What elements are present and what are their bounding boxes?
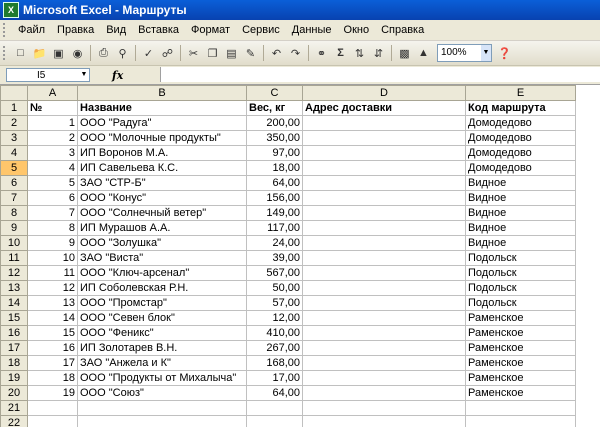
name-cell[interactable]: ЗАО "Виста"	[78, 251, 247, 266]
weight-cell[interactable]: 57,00	[247, 296, 303, 311]
weight-cell[interactable]: 350,00	[247, 131, 303, 146]
table-row	[1, 236, 576, 251]
name-box[interactable]	[6, 68, 90, 82]
table-row	[1, 221, 576, 236]
number-cell[interactable]: 16	[28, 341, 78, 356]
table-row	[1, 356, 576, 371]
column-header-c[interactable]: C	[247, 86, 303, 101]
name-cell[interactable]	[78, 416, 247, 427]
menu-file[interactable]: Файл	[18, 24, 46, 36]
row-header[interactable]: 8	[1, 206, 28, 221]
redo-icon[interactable]: ↷	[290, 47, 301, 60]
name-cell[interactable]: ЗАО "СТР-Б"	[78, 176, 247, 191]
weight-cell[interactable]: 156,00	[247, 191, 303, 206]
route-code-cell[interactable]: Видное	[466, 221, 576, 236]
zoom-value: 100%	[441, 47, 467, 58]
weight-cell[interactable]	[247, 416, 303, 427]
address-cell[interactable]	[303, 146, 466, 161]
address-cell[interactable]	[303, 176, 466, 191]
excel-icon: X	[3, 2, 19, 18]
row-header[interactable]: 13	[1, 281, 28, 296]
title-bar	[0, 0, 600, 20]
table-row	[1, 386, 576, 401]
menu-window[interactable]: Окно	[343, 24, 370, 36]
row-header[interactable]: 16	[1, 326, 28, 341]
number-cell[interactable]	[28, 416, 78, 427]
table-row	[1, 341, 576, 356]
table-header-row	[1, 101, 576, 116]
toolbar-grip-icon[interactable]	[3, 46, 8, 60]
chevron-down-icon[interactable]: ▼	[481, 45, 491, 61]
address-cell[interactable]	[303, 386, 466, 401]
research-icon[interactable]: ☍	[161, 47, 174, 60]
route-code-cell[interactable]: Раменское	[466, 356, 576, 371]
name-cell[interactable]: ООО "Севен блок"	[78, 311, 247, 326]
name-cell[interactable]: ИП Соболевская Р.Н.	[78, 281, 247, 296]
column-header-row	[1, 86, 576, 101]
weight-cell[interactable]: 200,00	[247, 116, 303, 131]
name-cell[interactable]: ООО "Промстар"	[78, 296, 247, 311]
name-cell[interactable]: ООО "Золушка"	[78, 236, 247, 251]
cell-reference: I5	[37, 70, 46, 81]
copy-icon[interactable]: ❐	[207, 47, 218, 60]
toolbar-separator	[135, 45, 136, 61]
column-header-b[interactable]: B	[78, 86, 247, 101]
name-cell[interactable]: ООО "Конус"	[78, 191, 247, 206]
worksheet-grid	[0, 85, 600, 427]
table-row	[1, 416, 576, 427]
menu-help[interactable]: Справка	[381, 24, 425, 36]
weight-cell[interactable]: 17,00	[247, 371, 303, 386]
route-code-cell[interactable]: Домодедово	[466, 131, 576, 146]
address-cell[interactable]	[303, 341, 466, 356]
weight-cell[interactable]: 117,00	[247, 221, 303, 236]
chevron-down-icon[interactable]: ▼	[80, 71, 88, 78]
address-cell[interactable]	[303, 236, 466, 251]
row-header[interactable]: 21	[1, 401, 28, 416]
address-cell[interactable]	[303, 191, 466, 206]
permission-icon[interactable]: ◉	[72, 47, 83, 60]
weight-cell[interactable]: 410,00	[247, 326, 303, 341]
row-header[interactable]: 6	[1, 176, 28, 191]
format-painter-icon[interactable]: ✎	[245, 47, 256, 60]
table-row	[1, 266, 576, 281]
new-icon[interactable]: □	[17, 47, 24, 59]
weight-cell[interactable]: 567,00	[247, 266, 303, 281]
menu-grip-icon[interactable]	[3, 23, 8, 37]
weight-cell[interactable]: 168,00	[247, 356, 303, 371]
header-address-cell[interactable]: Адрес доставки	[303, 101, 466, 116]
number-cell[interactable]: 13	[28, 296, 78, 311]
name-cell[interactable]: ИП Мурашов А.А.	[78, 221, 247, 236]
table-row	[1, 131, 576, 146]
table-row	[1, 401, 576, 416]
route-code-cell[interactable]: Домодедово	[466, 146, 576, 161]
route-code-cell[interactable]	[466, 401, 576, 416]
toolbar-separator	[308, 45, 309, 61]
row-header[interactable]: 18	[1, 356, 28, 371]
address-cell[interactable]	[303, 401, 466, 416]
address-cell[interactable]	[303, 116, 466, 131]
table-row	[1, 326, 576, 341]
number-cell[interactable]: 3	[28, 146, 78, 161]
name-cell[interactable]: ИП Золотарев В.Н.	[78, 341, 247, 356]
undo-icon[interactable]: ↶	[271, 47, 282, 60]
worksheet-table	[0, 85, 576, 427]
sort-ascending-icon[interactable]: ⇅	[354, 47, 365, 60]
toolbar-separator	[263, 45, 264, 61]
route-code-cell[interactable]: Подольск	[466, 296, 576, 311]
name-cell[interactable]: ИП Савельева К.С.	[78, 161, 247, 176]
hyperlink-icon[interactable]: ⚭	[316, 47, 327, 60]
table-row	[1, 371, 576, 386]
weight-cell[interactable]: 64,00	[247, 386, 303, 401]
number-cell[interactable]: 9	[28, 236, 78, 251]
menu-format[interactable]: Формат	[191, 24, 231, 36]
weight-cell[interactable]: 18,00	[247, 161, 303, 176]
toolbar-separator	[90, 45, 91, 61]
menu-edit[interactable]: Правка	[57, 24, 95, 36]
cut-icon[interactable]: ✂	[188, 47, 199, 60]
open-icon[interactable]: 📁	[32, 47, 47, 60]
row-header[interactable]: 22	[1, 416, 28, 427]
column-header-a[interactable]: A	[28, 86, 78, 101]
number-cell[interactable]: 6	[28, 191, 78, 206]
select-all-corner[interactable]	[1, 86, 28, 101]
route-code-cell[interactable]: Раменское	[466, 371, 576, 386]
table-row	[1, 206, 576, 221]
weight-cell[interactable]: 39,00	[247, 251, 303, 266]
weight-cell[interactable]: 50,00	[247, 281, 303, 296]
drawing-icon[interactable]: ▲	[418, 47, 429, 59]
row-header[interactable]: 2	[1, 116, 28, 131]
route-code-cell[interactable]: Видное	[466, 191, 576, 206]
number-cell[interactable]: 18	[28, 371, 78, 386]
number-cell[interactable]: 14	[28, 311, 78, 326]
menu-tools[interactable]: Сервис	[242, 24, 280, 36]
header-weight-cell[interactable]: Вес, кг	[247, 101, 303, 116]
number-cell[interactable]: 17	[28, 356, 78, 371]
weight-cell[interactable]: 64,00	[247, 176, 303, 191]
address-cell[interactable]	[303, 266, 466, 281]
number-cell[interactable]: 4	[28, 161, 78, 176]
number-cell[interactable]: 8	[28, 221, 78, 236]
menu-insert[interactable]: Вставка	[138, 24, 180, 36]
route-code-cell[interactable]: Раменское	[466, 386, 576, 401]
table-row	[1, 116, 576, 131]
row-header[interactable]: 12	[1, 266, 28, 281]
weight-cell[interactable]: 97,00	[247, 146, 303, 161]
toolbar-separator	[180, 45, 181, 61]
weight-cell[interactable]: 12,00	[247, 311, 303, 326]
table-row	[1, 191, 576, 206]
address-cell[interactable]	[303, 251, 466, 266]
name-cell[interactable]: ООО "Радуга"	[78, 116, 247, 131]
route-code-cell[interactable]: Раменское	[466, 326, 576, 341]
weight-cell[interactable]	[247, 401, 303, 416]
header-name-cell[interactable]: Название	[78, 101, 247, 116]
standard-toolbar	[0, 41, 600, 66]
table-row	[1, 311, 576, 326]
number-cell[interactable]: 5	[28, 176, 78, 191]
address-cell[interactable]	[303, 161, 466, 176]
row-header[interactable]: 11	[1, 251, 28, 266]
table-row	[1, 296, 576, 311]
table-row	[1, 251, 576, 266]
route-code-cell[interactable]: Домодедово	[466, 116, 576, 131]
row-header[interactable]: 14	[1, 296, 28, 311]
number-cell[interactable]: 10	[28, 251, 78, 266]
name-cell[interactable]: ООО "Ключ-арсенал"	[78, 266, 247, 281]
menu-bar	[0, 20, 600, 41]
name-cell[interactable]: ЗАО "Анжела и К"	[78, 356, 247, 371]
route-code-cell[interactable]: Подольск	[466, 251, 576, 266]
row-header[interactable]: 1	[1, 101, 28, 116]
number-cell[interactable]: 12	[28, 281, 78, 296]
weight-cell[interactable]: 149,00	[247, 206, 303, 221]
name-cell[interactable]: ООО "Молочные продукты"	[78, 131, 247, 146]
spelling-icon[interactable]: ✓	[143, 47, 154, 60]
header-route-code-cell[interactable]: Код маршрута	[466, 101, 576, 116]
row-header[interactable]: 10	[1, 236, 28, 251]
sort-descending-icon[interactable]: ⇵	[373, 47, 384, 60]
number-cell[interactable]	[28, 401, 78, 416]
route-code-cell[interactable]: Подольск	[466, 281, 576, 296]
address-cell[interactable]	[303, 296, 466, 311]
route-code-cell[interactable]	[466, 416, 576, 427]
route-code-cell[interactable]: Подольск	[466, 266, 576, 281]
formula-input[interactable]	[160, 67, 600, 82]
fx-icon[interactable]: fx	[112, 68, 124, 82]
number-cell[interactable]: 15	[28, 326, 78, 341]
name-cell[interactable]: ООО "Продукты от Михалыча"	[78, 371, 247, 386]
row-header[interactable]: 20	[1, 386, 28, 401]
table-row	[1, 281, 576, 296]
row-header[interactable]: 5	[1, 161, 28, 176]
help-icon[interactable]: ❓	[497, 47, 512, 60]
number-cell[interactable]: 1	[28, 116, 78, 131]
weight-cell[interactable]: 24,00	[247, 236, 303, 251]
column-header-d[interactable]: D	[303, 86, 466, 101]
row-header[interactable]: 9	[1, 221, 28, 236]
route-code-cell[interactable]: Видное	[466, 176, 576, 191]
row-header[interactable]: 7	[1, 191, 28, 206]
row-header[interactable]: 19	[1, 371, 28, 386]
save-icon[interactable]: ▣	[53, 47, 64, 60]
column-header-e[interactable]: E	[466, 86, 576, 101]
header-number-cell[interactable]: №	[28, 101, 78, 116]
window-title: Microsoft Excel - Маршруты	[23, 3, 187, 17]
weight-cell[interactable]: 267,00	[247, 341, 303, 356]
address-cell[interactable]	[303, 206, 466, 221]
route-code-cell[interactable]: Раменское	[466, 311, 576, 326]
number-cell[interactable]: 2	[28, 131, 78, 146]
zoom-select[interactable]	[437, 44, 492, 62]
route-code-cell[interactable]: Видное	[466, 206, 576, 221]
table-row	[1, 146, 576, 161]
menu-data[interactable]: Данные	[291, 24, 332, 36]
address-cell[interactable]	[303, 281, 466, 296]
number-cell[interactable]: 7	[28, 206, 78, 221]
address-cell[interactable]	[303, 371, 466, 386]
route-code-cell[interactable]: Раменское	[466, 341, 576, 356]
formula-bar	[0, 66, 600, 85]
name-cell[interactable]	[78, 401, 247, 416]
route-code-cell[interactable]: Видное	[466, 236, 576, 251]
number-cell[interactable]: 11	[28, 266, 78, 281]
print-icon[interactable]: ⎙	[99, 46, 108, 59]
chart-wizard-icon[interactable]: ▩	[399, 47, 410, 60]
address-cell[interactable]	[303, 326, 466, 341]
table-row	[1, 176, 576, 191]
address-cell[interactable]	[303, 416, 466, 427]
row-header[interactable]: 15	[1, 311, 28, 326]
row-header[interactable]: 4	[1, 146, 28, 161]
name-cell[interactable]: ООО "Солнечный ветер"	[78, 206, 247, 221]
toolbar-separator	[391, 45, 392, 61]
autosum-icon[interactable]: Σ	[337, 47, 344, 59]
address-cell[interactable]	[303, 221, 466, 236]
route-code-cell[interactable]: Домодедово	[466, 161, 576, 176]
row-header[interactable]: 3	[1, 131, 28, 146]
print-preview-icon[interactable]: ⚲	[118, 47, 127, 60]
name-cell[interactable]: ИП Воронов М.А.	[78, 146, 247, 161]
row-header[interactable]: 17	[1, 341, 28, 356]
menu-view[interactable]: Вид	[106, 24, 127, 36]
paste-icon[interactable]: ▤	[226, 47, 237, 60]
name-cell[interactable]: ООО "Союз"	[78, 386, 247, 401]
table-row	[1, 161, 576, 176]
address-cell[interactable]	[303, 131, 466, 146]
number-cell[interactable]: 19	[28, 386, 78, 401]
address-cell[interactable]	[303, 356, 466, 371]
address-cell[interactable]	[303, 311, 466, 326]
name-cell[interactable]: ООО "Феникс"	[78, 326, 247, 341]
